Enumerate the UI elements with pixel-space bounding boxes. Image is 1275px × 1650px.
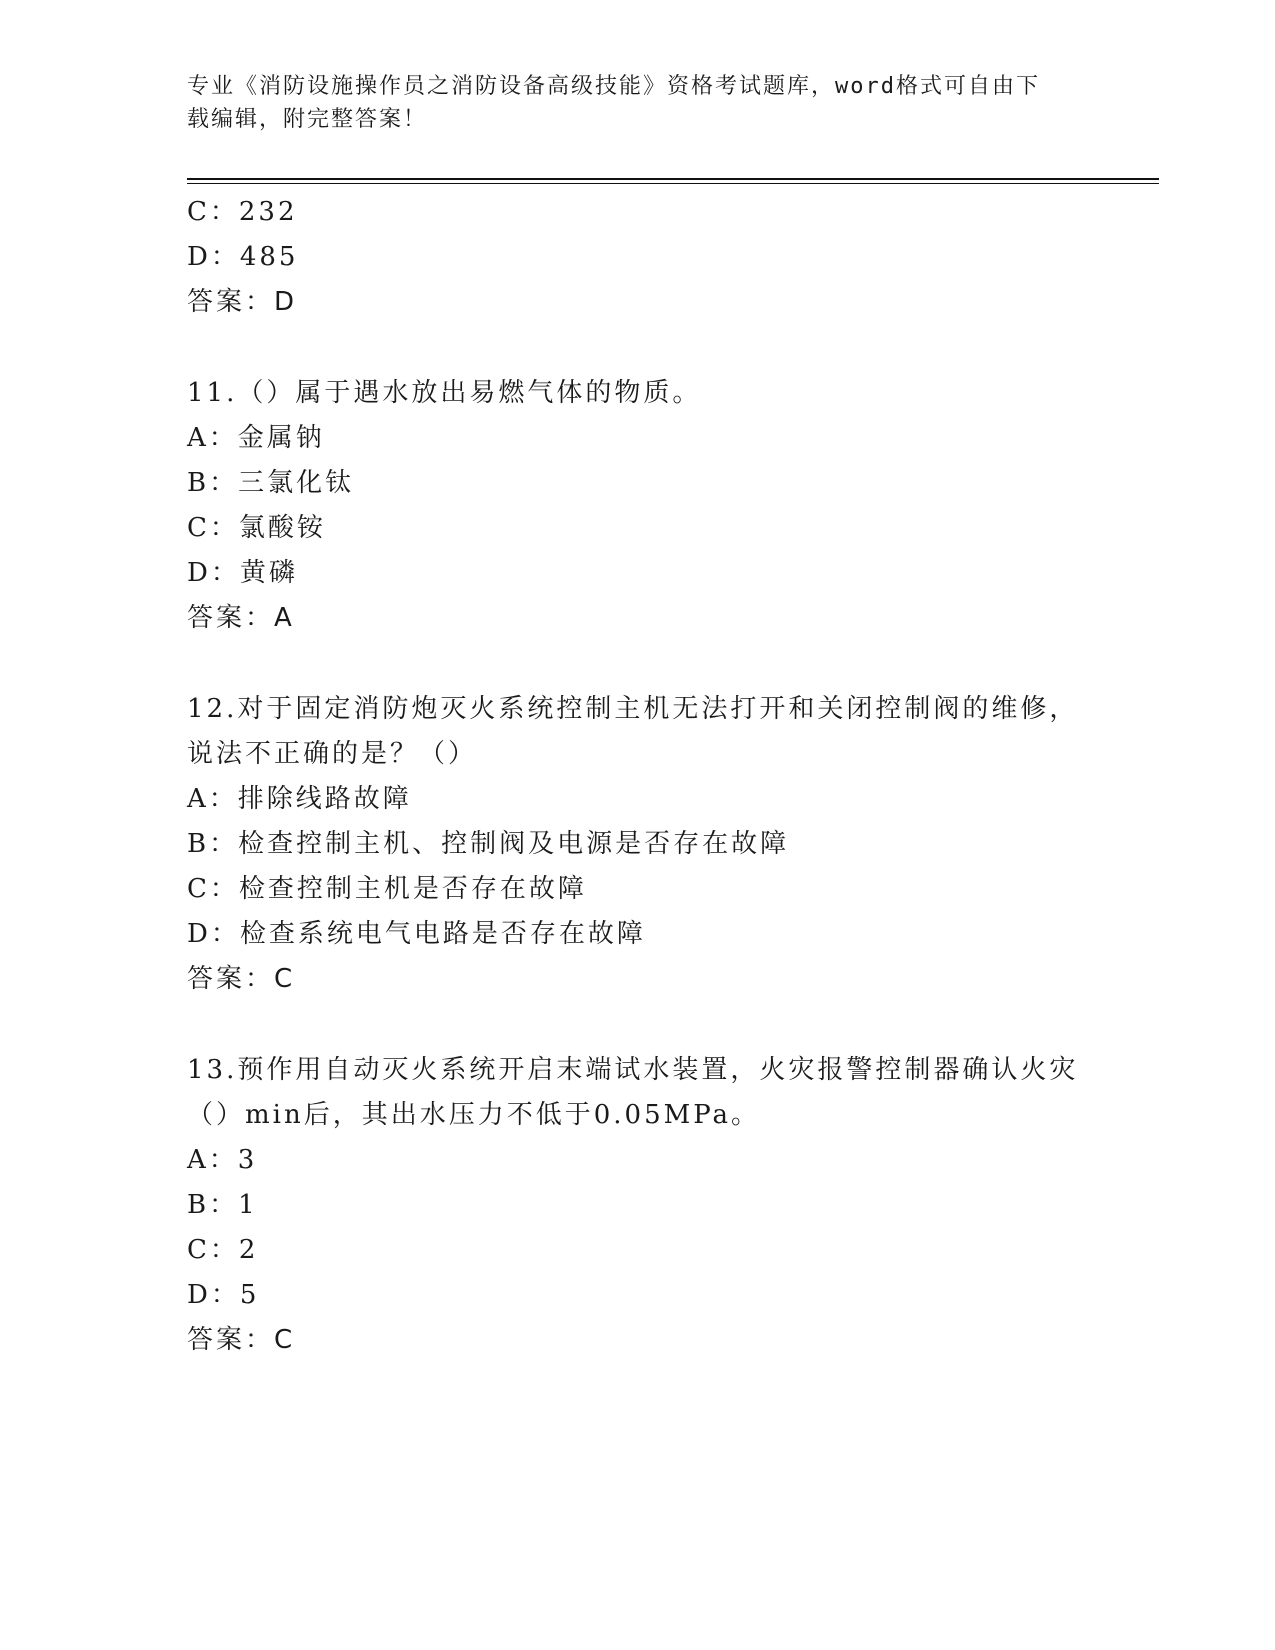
question-text-line-1: 13.预作用自动灭火系统开启末端试水装置，火灾报警控制器确认火灾 <box>187 1055 1079 1085</box>
option-c: C：2 <box>187 1235 259 1265</box>
page-header <box>187 70 1077 136</box>
answer: 答案：D <box>187 287 298 317</box>
question-text-line-1: 12.对于固定消防炮灭火系统控制主机无法打开和关闭控制阀的维修， <box>187 694 1079 724</box>
question-11 <box>187 371 1087 641</box>
option-d: D：检查系统电气电路是否存在故障 <box>187 919 646 949</box>
question-text: 11.（）属于遇水放出易燃气体的物质。 <box>187 378 702 408</box>
option-b: B：检查控制主机、控制阀及电源是否存在故障 <box>187 829 790 859</box>
option-d: D：5 <box>187 1280 260 1310</box>
question-13 <box>187 1048 1087 1363</box>
header-rule-thick <box>187 178 1159 180</box>
question-text-line-2: （）min后，其出水压力不低于0.05MPa。 <box>187 1100 761 1130</box>
option-c: C：氯酸铵 <box>187 513 326 543</box>
question-12 <box>187 687 1087 1002</box>
answer: 答案：C <box>187 964 296 994</box>
option-b: B：三氯化钛 <box>187 468 355 498</box>
option-b: B：1 <box>187 1190 258 1220</box>
option-d: D：485 <box>187 242 299 272</box>
answer: 答案：C <box>187 1325 296 1355</box>
option-d: D：黄磷 <box>187 558 298 588</box>
option-a: A：排除线路故障 <box>187 784 412 814</box>
option-a: A：3 <box>187 1145 258 1175</box>
option-c: C：232 <box>187 197 298 227</box>
answer: 答案：A <box>187 603 295 633</box>
previous-question-tail <box>187 190 1087 325</box>
option-a: A：金属钠 <box>187 423 325 453</box>
header-rule-thin <box>187 183 1159 184</box>
question-content <box>187 190 1087 1363</box>
question-text-line-2: 说法不正确的是？（） <box>187 739 478 769</box>
option-c: C：检查控制主机是否存在故障 <box>187 874 587 904</box>
header-line-2: 载编辑，附完整答案！ <box>187 107 428 132</box>
header-line-1: 专业《消防设施操作员之消防设备高级技能》资格考试题库，word格式可自由下 <box>187 74 1040 99</box>
